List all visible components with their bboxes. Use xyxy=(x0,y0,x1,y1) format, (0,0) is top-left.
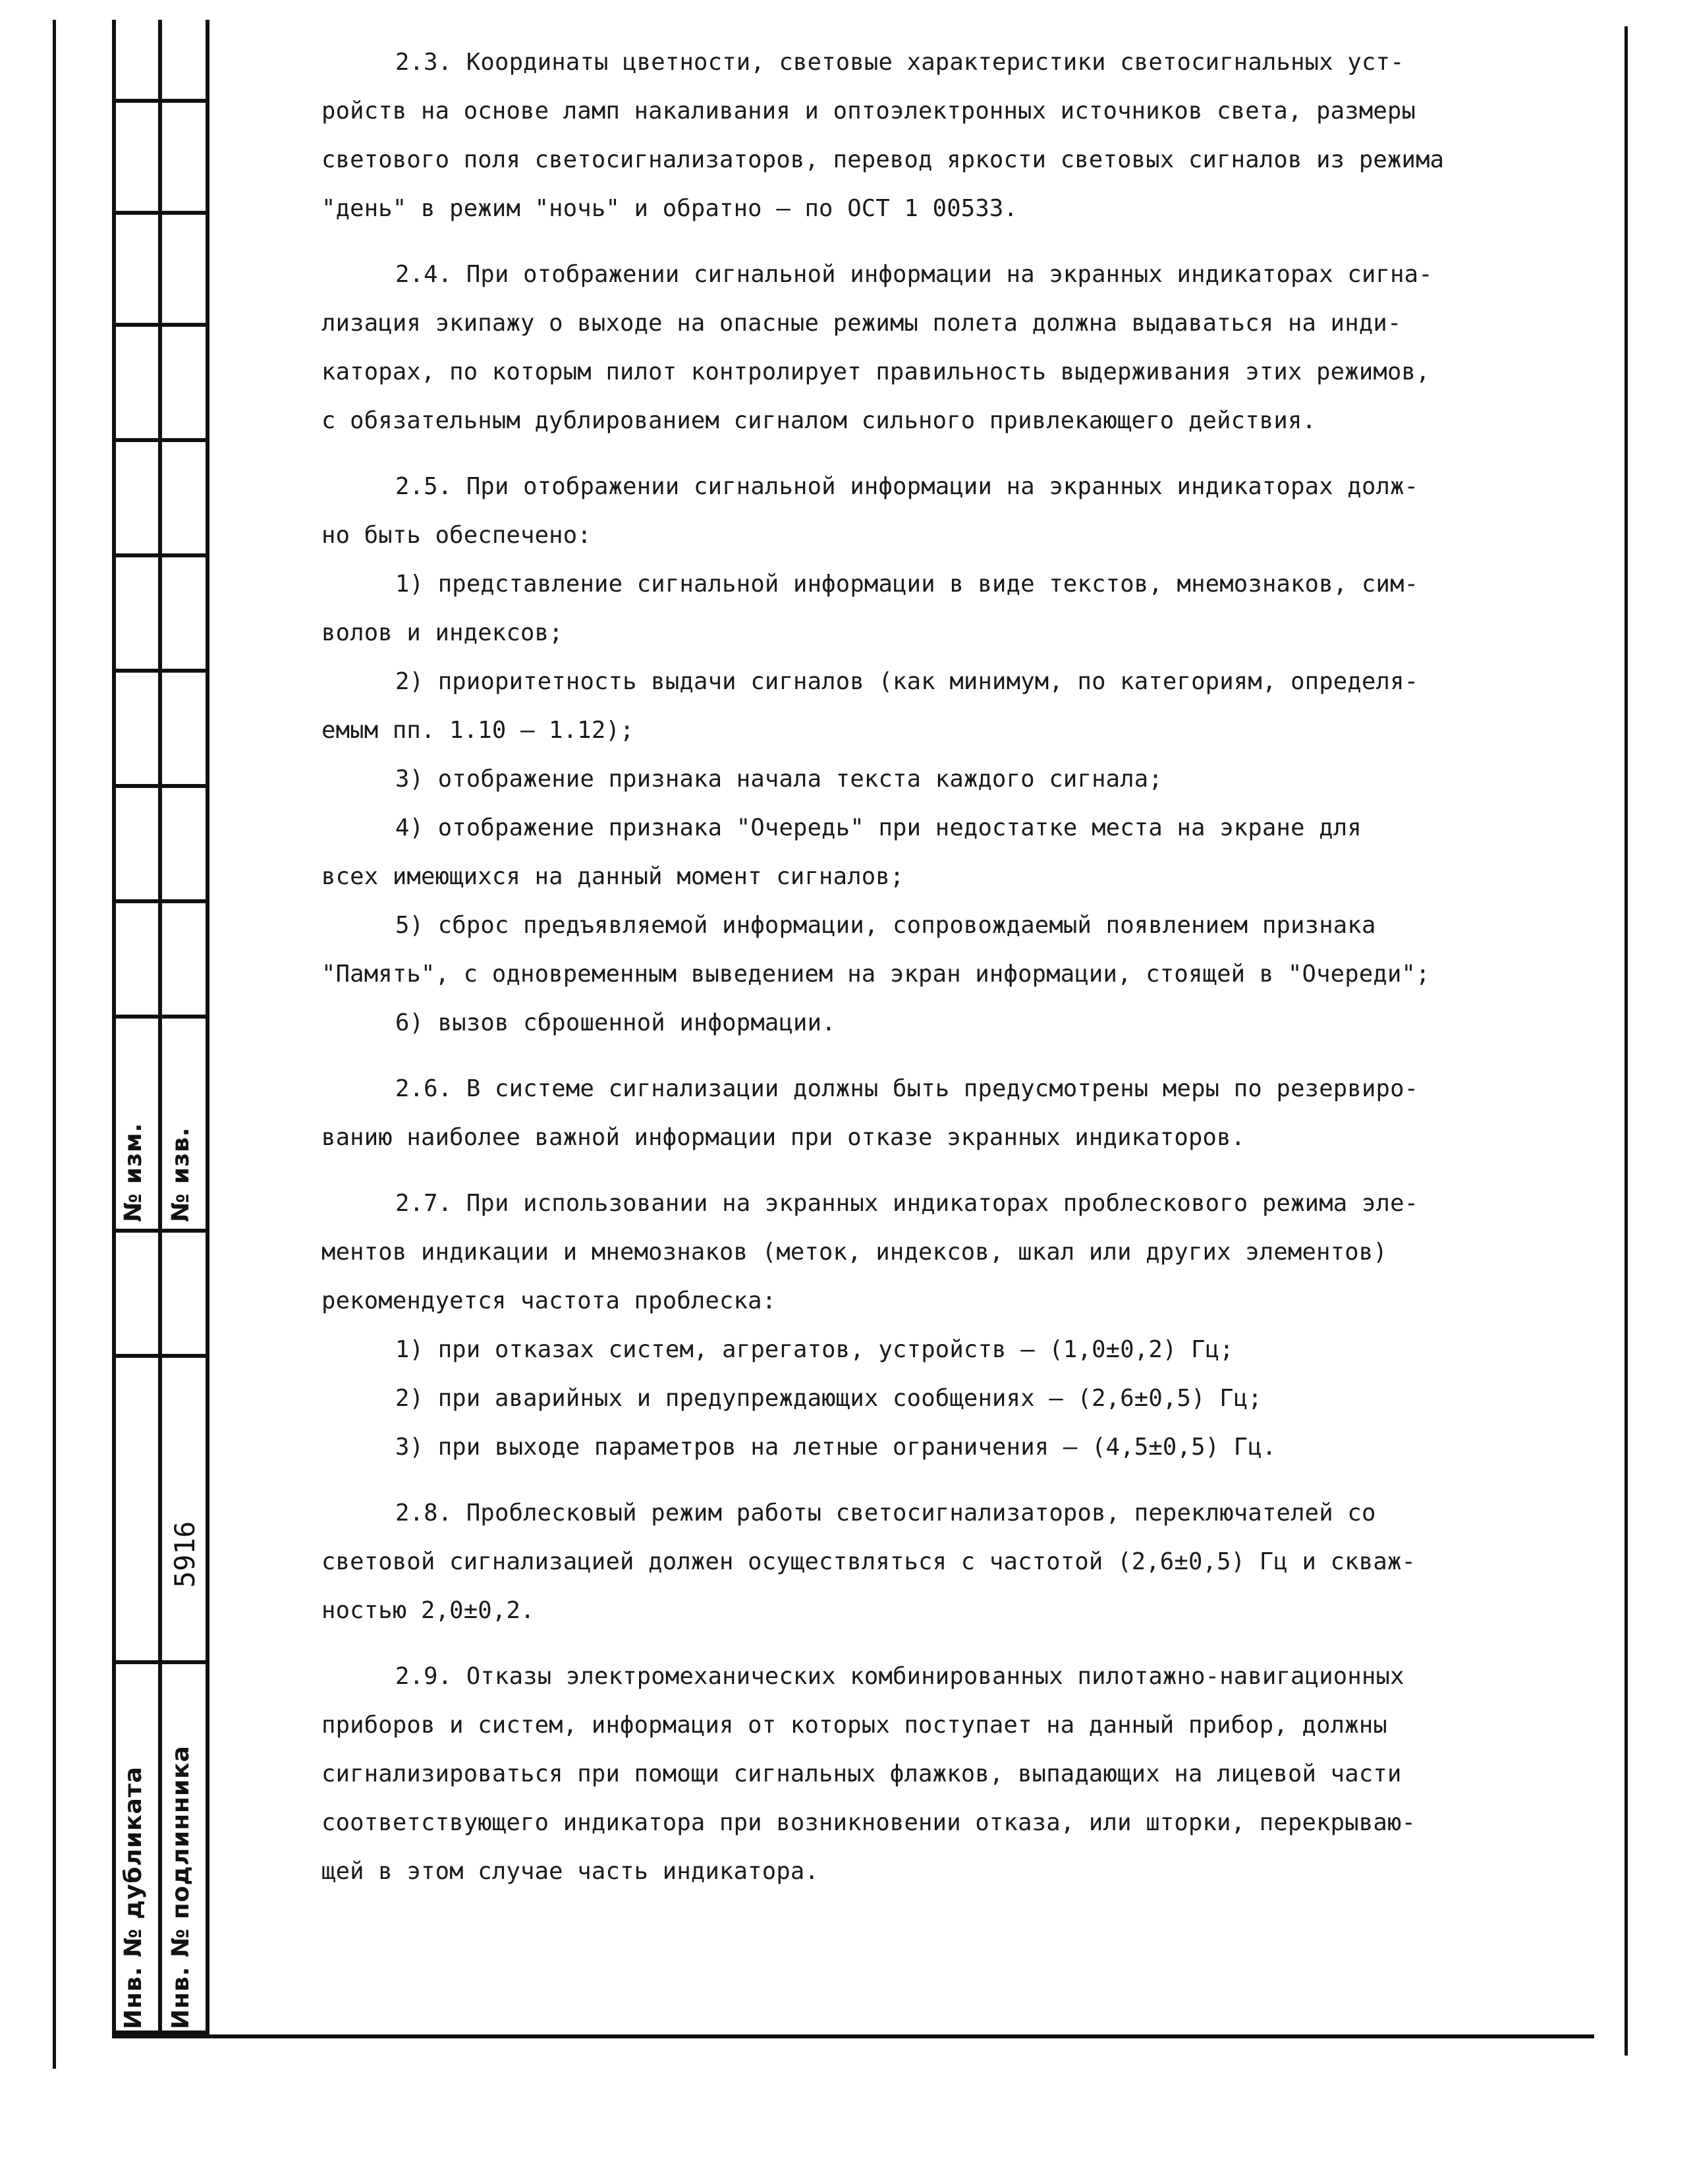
text-line: "Память", с одновременным выведением на экран информации, стоящей в "Очереди"; xyxy=(321,961,1430,988)
strip-row-divider xyxy=(112,1354,209,1358)
text-line: 2.3. Координаты цветности, световые характеристики светосигнальных уст- xyxy=(395,49,1404,76)
text-line: приборов и систем, информация от которых поступает на данный прибор, должны xyxy=(321,1712,1387,1739)
strip-row-divider xyxy=(112,2030,209,2034)
text-line: всех имеющихся на данный момент сигналов; xyxy=(321,863,904,890)
strip-row-divider xyxy=(112,323,209,327)
frame-bottom-edge xyxy=(112,2034,1594,2038)
strip-row-divider xyxy=(112,553,209,557)
text-line: ментов индикации и мнемознаков (меток, индексов, шкал или других элементов) xyxy=(321,1239,1387,1266)
list-item: 3) при выходе параметров на летные ограничения – (4,5±0,5) Гц. xyxy=(395,1434,1277,1461)
strip-row-divider xyxy=(112,99,209,103)
inventory-number: 5916 xyxy=(169,1521,201,1588)
text-line: ностью 2,0±0,2. xyxy=(321,1597,535,1624)
strip-row-divider xyxy=(112,1015,209,1019)
text-line: "день" в режим "ночь" и обратно – по ОСТ 1 00533. xyxy=(321,195,1018,222)
text-line: каторах, по которым пилот контролирует правильность выдерживания этих режимов, xyxy=(321,358,1430,385)
strip-row-divider xyxy=(112,784,209,788)
list-item: 5) сброс предъявляемой информации, сопровождаемый появлением признака xyxy=(395,912,1376,939)
list-item: 1) представление сигнальной информации в виде текстов, мнемознаков, сим- xyxy=(395,571,1419,598)
strip-row-divider xyxy=(112,438,209,442)
list-item: 6) вызов сброшенной информации. xyxy=(395,1009,836,1036)
list-item: 1) при отказах систем, агрегатов, устройств – (1,0±0,2) Гц; xyxy=(395,1336,1234,1363)
text-line: 2.9. Отказы электромеханических комбинированных пилотажно-навигационных xyxy=(395,1663,1404,1690)
strip-column-inner xyxy=(206,20,209,2036)
list-item: 3) отображение признака начала текста каждого сигнала; xyxy=(395,766,1163,793)
text-line: щей в этом случае часть индикатора. xyxy=(321,1858,819,1885)
paragraph-2-7 xyxy=(321,1179,1540,1472)
text-line: 2.7. При использовании на экранных индикаторах проблескового режима эле- xyxy=(395,1190,1419,1217)
paragraph-2-6 xyxy=(321,1065,1540,1162)
frame-left-edge xyxy=(53,20,56,2069)
text-line: ванию наиболее важной информации при отказе экранных индикаторов. xyxy=(321,1124,1246,1151)
frame-right-edge xyxy=(1624,26,1628,2056)
text-line: световой сигнализацией должен осуществляться с частотой (2,6±0,5) Гц и скваж- xyxy=(321,1548,1416,1575)
strip-row-divider xyxy=(112,669,209,673)
document-body xyxy=(321,38,1540,1896)
paragraph-2-8 xyxy=(321,1489,1540,1635)
text-line: соответствующего индикатора при возникновении отказа, или шторки, перекрываю- xyxy=(321,1809,1416,1836)
paragraph-2-5 xyxy=(321,462,1540,1048)
strip-row-divider xyxy=(112,899,209,903)
label-inv-podlinnika: Инв. № подлинника xyxy=(167,1745,194,2029)
text-line: рекомендуется частота проблеска: xyxy=(321,1287,777,1314)
paragraph-2-3 xyxy=(321,38,1540,233)
binding-strip xyxy=(112,20,211,2036)
label-no-izv: № изв. xyxy=(167,1127,194,1222)
text-line: 2.6. В системе сигнализации должны быть предусмотрены меры по резервиро- xyxy=(395,1075,1419,1102)
strip-column-outer xyxy=(112,20,116,2036)
text-line: 2.4. При отображении сигнальной информации на экранных индикаторах сигна- xyxy=(395,261,1433,288)
label-no-izm: № изм. xyxy=(120,1122,147,1222)
text-line: 2.5. При отображении сигнальной информации на экранных индикаторах долж- xyxy=(395,473,1419,500)
list-item: 4) отображение признака "Очередь" при недостатке места на экране для xyxy=(395,814,1362,841)
text-line: 2.8. Проблесковый режим работы светосигнализаторов, переключателей со xyxy=(395,1499,1376,1526)
paragraph-2-4 xyxy=(321,250,1540,445)
strip-row-divider xyxy=(112,1660,209,1664)
paragraph-2-9 xyxy=(321,1652,1540,1896)
strip-column-middle xyxy=(158,20,162,2036)
text-line: светового поля светосигнализаторов, перевод яркости световых сигналов из режима xyxy=(321,146,1445,173)
strip-row-divider xyxy=(112,211,209,215)
list-item: 2) при аварийных и предупреждающих сообщениях – (2,6±0,5) Гц; xyxy=(395,1385,1262,1412)
label-inv-dublikata: Инв. № дубликата xyxy=(120,1766,147,2029)
text-line: емым пп. 1.10 – 1.12); xyxy=(321,717,634,744)
text-line: ройств на основе ламп накаливания и оптоэлектронных источников света, размеры xyxy=(321,98,1416,125)
text-line: волов и индексов; xyxy=(321,619,563,646)
strip-row-divider xyxy=(112,1229,209,1233)
list-item: 2) приоритетность выдачи сигналов (как минимум, по категориям, определя- xyxy=(395,668,1419,695)
text-line: с обязательным дублированием сигналом сильного привлекающего действия. xyxy=(321,407,1317,434)
text-line: сигнализироваться при помощи сигнальных флажков, выпадающих на лицевой части xyxy=(321,1760,1402,1787)
text-line: но быть обеспечено: xyxy=(321,522,592,549)
text-line: лизация экипажу о выходе на опасные режимы полета должна выдаваться на инди- xyxy=(321,310,1402,337)
